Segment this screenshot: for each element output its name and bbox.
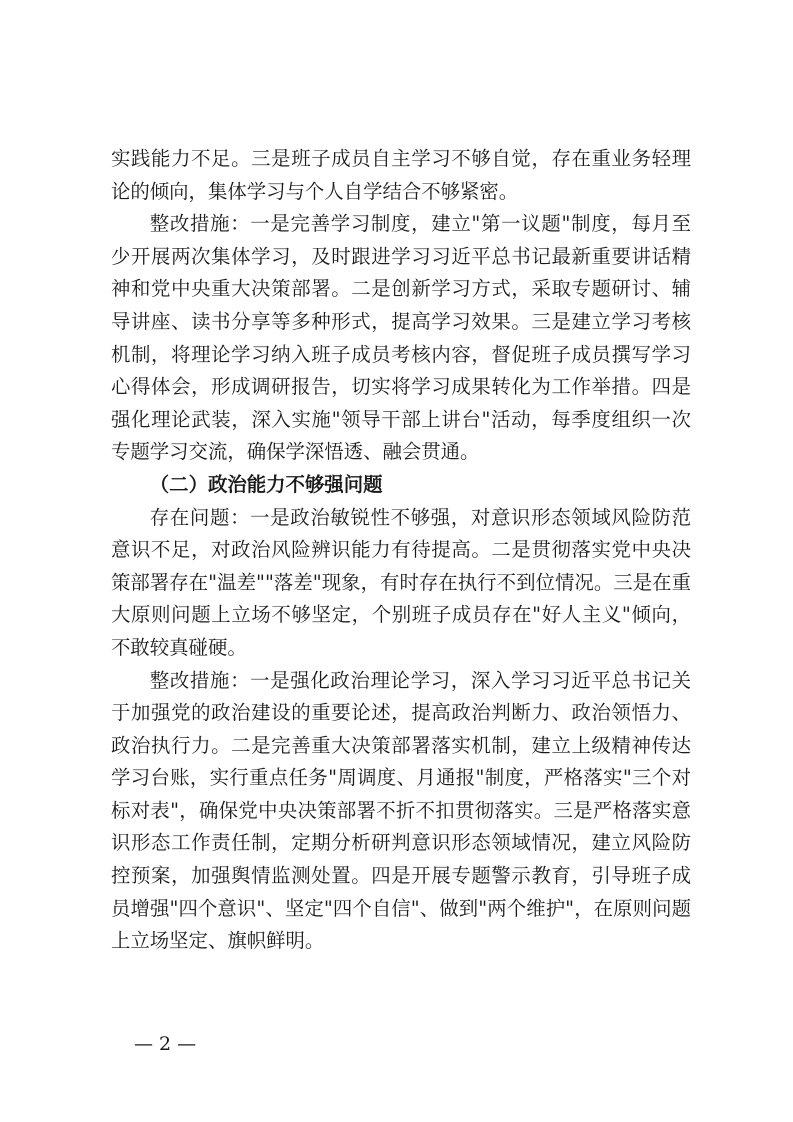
page-number: — 2 —: [134, 1033, 197, 1055]
rectification-measures-paragraph-2: 整改措施：一是强化政治理论学习，深入学习习近平总书记关于加强党的政治建设的重要论述，提高政治判断力、政治领悟力、政治执行力。二是完善重大决策部署落实机制，建立上级精神传达学习台账，实行重点任务"周调度、月通报"制度，严格落实"三个对标对表"，确保党中央决策部署不折不扣贯彻落实。三是严格落实意识形态工作责任制，定期分析研判意识形态领域情况，建立风险防控预案，加强舆情监测处置。四是开展专题警示教育，引导班子成员增强"四个意识"、坚定"四个自信"、做到"两个维护"，在原则问题上立场坚定、旗帜鲜明。: [111, 668, 691, 953]
document-body: [111, 143, 691, 958]
continuation-paragraph: 实践能力不足。三是班子成员自主学习不够自觉，存在重业务轻理论的倾向，集体学习与个人自学结合不够紧密。: [111, 147, 691, 203]
existing-problems-paragraph-2: 存在问题：一是政治敏锐性不够强，对意识形态领域风险防范意识不足，对政治风险辨识能力有待提高。二是贯彻落实党中央决策部署存在"温差""落差"现象，有时存在执行不到位情况。三是在重大原则问题上立场不够坚定，个别班子成员存在"好人主义"倾向，不敢较真碰硬。: [111, 505, 691, 659]
rectification-measures-paragraph-1: 整改措施：一是完善学习制度，建立"第一议题"制度，每月至少开展两次集体学习，及时跟进学习习近平总书记最新重要讲话精神和党中央重大决策部署。二是创新学习方式，采取专题研讨、辅导讲座、读书分享等多种形式，提高学习效果。三是建立学习考核机制，将理论学习纳入班子成员考核内容，督促班子成员撰写学习心得体会，形成调研报告，切实将学习成果转化为工作举措。四是强化理论武装，深入实施"领导干部上讲台"活动，每季度组织一次专题学习交流，确保学深悟透、融会贯通。: [111, 212, 691, 464]
section-heading-political-ability: （二）政治能力不够强问题: [149, 472, 383, 496]
